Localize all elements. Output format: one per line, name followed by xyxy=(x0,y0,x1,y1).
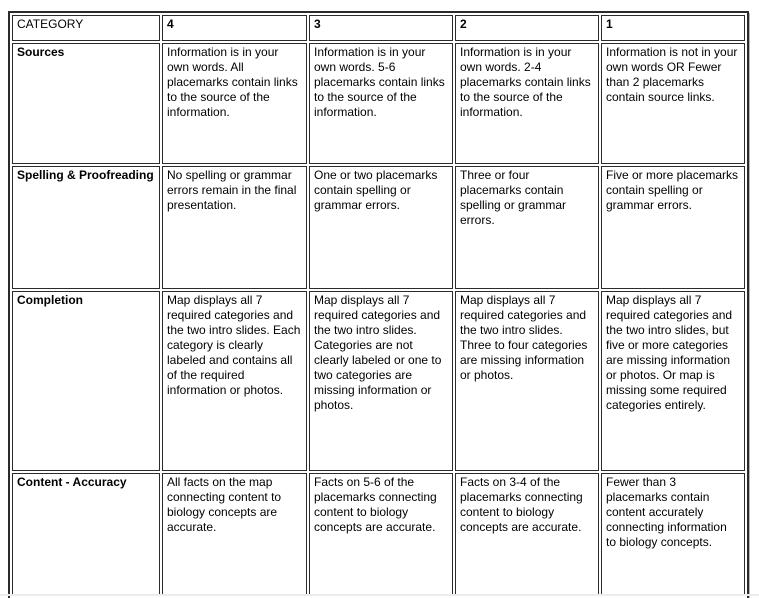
content-accuracy-level-3-cell: Facts on 5-6 of the placemarks connecting content to biology concepts are accurate. xyxy=(309,473,453,596)
row-label-content-accuracy: Content - Accuracy xyxy=(12,473,160,596)
completion-level-1-cell: Map displays all 7 required categories and the two intro slides, but five or more categories are missing information or photos. Or map is missing some required categories entirely. xyxy=(601,291,745,471)
completion-level-3-cell: Map displays all 7 required categories and the two intro slides. Categories are not clearly labeled or one to two categories are missing information or photos. xyxy=(309,291,453,471)
sources-level-2-cell: Information is in your own words. 2-4 placemarks contain links to the source of the information. xyxy=(455,43,599,164)
table-row-sources xyxy=(12,43,745,164)
rubric-header-row xyxy=(12,15,745,41)
rubric-table xyxy=(8,11,749,598)
content-accuracy-level-4-cell: All facts on the map connecting content to biology concepts are accurate. xyxy=(162,473,307,596)
sources-level-1-cell: Information is not in your own words OR Fewer than 2 placemarks contain source links. xyxy=(601,43,745,164)
table-row-completion xyxy=(12,291,745,471)
sources-level-4-cell: Information is in your own words. All placemarks contain links to the source of the information. xyxy=(162,43,307,164)
completion-level-4-cell: Map displays all 7 required categories and the two intro slides. Each category is clearly labeled and contains all of the required information or photos. xyxy=(162,291,307,471)
level-header-1: 1 xyxy=(601,15,745,41)
sources-level-3-cell: Information is in your own words. 5-6 placemarks contain links to the source of the information. xyxy=(309,43,453,164)
content-accuracy-level-2-cell: Facts on 3-4 of the placemarks connecting content to biology concepts are accurate. xyxy=(455,473,599,596)
spelling-level-2-cell: Three or four placemarks contain spelling or grammar errors. xyxy=(455,166,599,289)
table-row-content-accuracy xyxy=(12,473,745,596)
row-label-spelling-proofreading: Spelling & Proofreading xyxy=(12,166,160,289)
page-break-line xyxy=(0,594,759,596)
row-label-completion: Completion xyxy=(12,291,160,471)
level-header-4: 4 xyxy=(162,15,307,41)
content-accuracy-level-1-cell: Fewer than 3 placemarks contain content accurately connecting information to biology concepts. xyxy=(601,473,745,596)
table-row-spelling-proofreading xyxy=(12,166,745,289)
level-header-2: 2 xyxy=(455,15,599,41)
completion-level-2-cell: Map displays all 7 required categories and the two intro slides. Three to four categories are missing information or photos. xyxy=(455,291,599,471)
category-header-cell: CATEGORY xyxy=(12,15,160,41)
spelling-level-3-cell: One or two placemarks contain spelling or grammar errors. xyxy=(309,166,453,289)
spelling-level-4-cell: No spelling or grammar errors remain in the final presentation. xyxy=(162,166,307,289)
spelling-level-1-cell: Five or more placemarks contain spelling or grammar errors. xyxy=(601,166,745,289)
row-label-sources: Sources xyxy=(12,43,160,164)
level-header-3: 3 xyxy=(309,15,453,41)
